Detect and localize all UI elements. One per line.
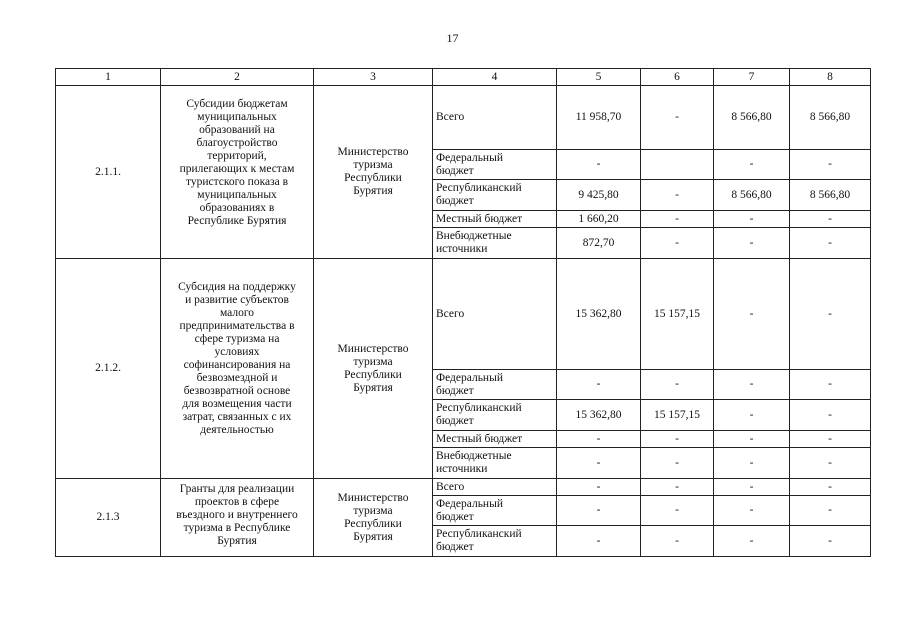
value-cell: - [790,228,871,259]
value-cell: - [790,448,871,479]
funding-source: Местный бюджет [433,431,557,448]
column-header: 5 [557,69,641,86]
value-cell: - [557,150,641,180]
value-cell: - [714,479,790,496]
column-header: 6 [641,69,714,86]
value-cell: 1 660,20 [557,211,641,228]
funding-source: Федеральный бюджет [433,150,557,180]
value-cell: 15 362,80 [557,259,641,370]
value-cell: 8 566,80 [790,180,871,211]
value-cell: - [790,370,871,400]
measure-code: 2.1.3 [56,479,161,557]
value-cell: - [790,496,871,526]
value-cell: - [714,259,790,370]
value-cell: - [557,526,641,557]
column-header: 3 [314,69,433,86]
value-cell: - [641,448,714,479]
measure-name: Гранты для реализации проектов в сфере въездного и внутреннего туризма в Республике Бурятия [161,479,314,557]
measure-code: 2.1.2. [56,259,161,479]
value-cell: - [790,479,871,496]
value-cell: 8 566,80 [714,86,790,150]
budget-table [55,68,871,557]
value-cell: - [714,448,790,479]
funding-source: Внебюджетные источники [433,228,557,259]
value-cell: - [641,211,714,228]
funding-source: Всего [433,86,557,150]
funding-source: Всего [433,479,557,496]
value-cell: 8 566,80 [714,180,790,211]
value-cell: 15 157,15 [641,400,714,431]
value-cell: 872,70 [557,228,641,259]
value-cell: - [641,228,714,259]
value-cell: - [641,431,714,448]
value-cell: - [714,150,790,180]
value-cell [641,150,714,180]
column-header: 8 [790,69,871,86]
value-cell: - [714,400,790,431]
value-cell: - [714,228,790,259]
value-cell: - [790,400,871,431]
value-cell: - [714,211,790,228]
value-cell: 8 566,80 [790,86,871,150]
value-cell: - [714,496,790,526]
table-row [56,86,871,150]
value-cell: 9 425,80 [557,180,641,211]
value-cell: - [641,496,714,526]
value-cell: - [641,479,714,496]
column-header: 1 [56,69,161,86]
table-row [56,479,871,496]
value-cell: - [790,211,871,228]
responsible-org: Министерство туризма Республики Бурятия [314,86,433,259]
value-cell: - [557,431,641,448]
column-header: 4 [433,69,557,86]
funding-source: Всего [433,259,557,370]
value-cell: - [557,448,641,479]
funding-source: Федеральный бюджет [433,496,557,526]
value-cell: - [557,370,641,400]
measure-name: Субсидии бюджетам муниципальных образований на благоустройство территорий, прилегающих к местам туристского показа в муниципальных образованиях в Республике Бурятия [161,86,314,259]
table-row [56,259,871,370]
column-header: 2 [161,69,314,86]
value-cell: - [641,86,714,150]
responsible-org: Министерство туризма Республики Бурятия [314,259,433,479]
funding-source: Федеральный бюджет [433,370,557,400]
header-row [56,69,871,86]
value-cell: - [714,526,790,557]
value-cell: - [790,259,871,370]
responsible-org: Министерство туризма Республики Бурятия [314,479,433,557]
value-cell: - [641,180,714,211]
funding-source: Внебюджетные источники [433,448,557,479]
funding-source: Республиканский бюджет [433,400,557,431]
value-cell: 15 157,15 [641,259,714,370]
value-cell: - [790,526,871,557]
value-cell: - [641,370,714,400]
value-cell: - [790,431,871,448]
funding-source: Республиканский бюджет [433,180,557,211]
column-header: 7 [714,69,790,86]
value-cell: 15 362,80 [557,400,641,431]
value-cell: - [714,431,790,448]
measure-code: 2.1.1. [56,86,161,259]
value-cell: - [790,150,871,180]
value-cell: - [557,496,641,526]
funding-source: Местный бюджет [433,211,557,228]
value-cell: - [641,526,714,557]
value-cell: - [557,479,641,496]
funding-source: Республиканский бюджет [433,526,557,557]
page-number: 17 [446,31,459,45]
value-cell: - [714,370,790,400]
value-cell: 11 958,70 [557,86,641,150]
measure-name: Субсидия на поддержку и развитие субъектов малого предпринимательства в сфере туризма на условиях софинансирования на безвозмездной и безвозвратной основе для возмещения части затрат, связанных с их деятельностью [161,259,314,479]
